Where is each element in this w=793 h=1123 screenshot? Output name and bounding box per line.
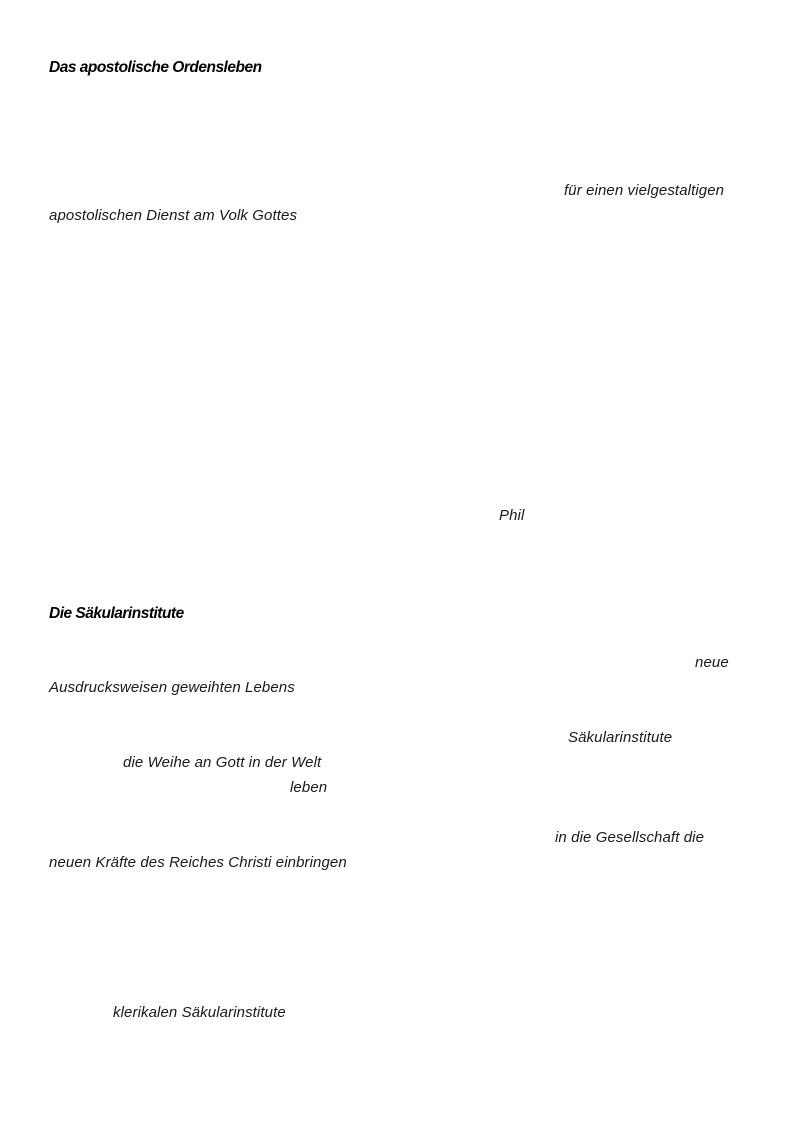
heading-secular-institutes: Die Säkularinstitute	[49, 605, 184, 622]
heading-apostolic-religious-life: Das apostolische Ordensleben	[49, 59, 262, 76]
text-fragment: Säkularinstitute	[568, 729, 673, 746]
text-fragment: neue	[695, 654, 729, 671]
text-fragment: für einen vielgestaltigen	[564, 182, 725, 199]
text-fragment: in die Gesellschaft die	[555, 829, 705, 846]
text-fragment: klerikalen Säkularinstitute	[113, 1004, 286, 1021]
text-fragment: Ausdrucksweisen geweihten Lebens	[49, 679, 295, 696]
text-fragment: Phil	[499, 507, 525, 524]
text-fragment: neuen Kräfte des Reiches Christi einbringen	[49, 854, 347, 871]
text-fragment: die Weihe an Gott in der Welt	[123, 754, 322, 771]
text-fragment: leben	[290, 779, 328, 796]
text-fragment: apostolischen Dienst am Volk Gottes	[49, 207, 298, 224]
